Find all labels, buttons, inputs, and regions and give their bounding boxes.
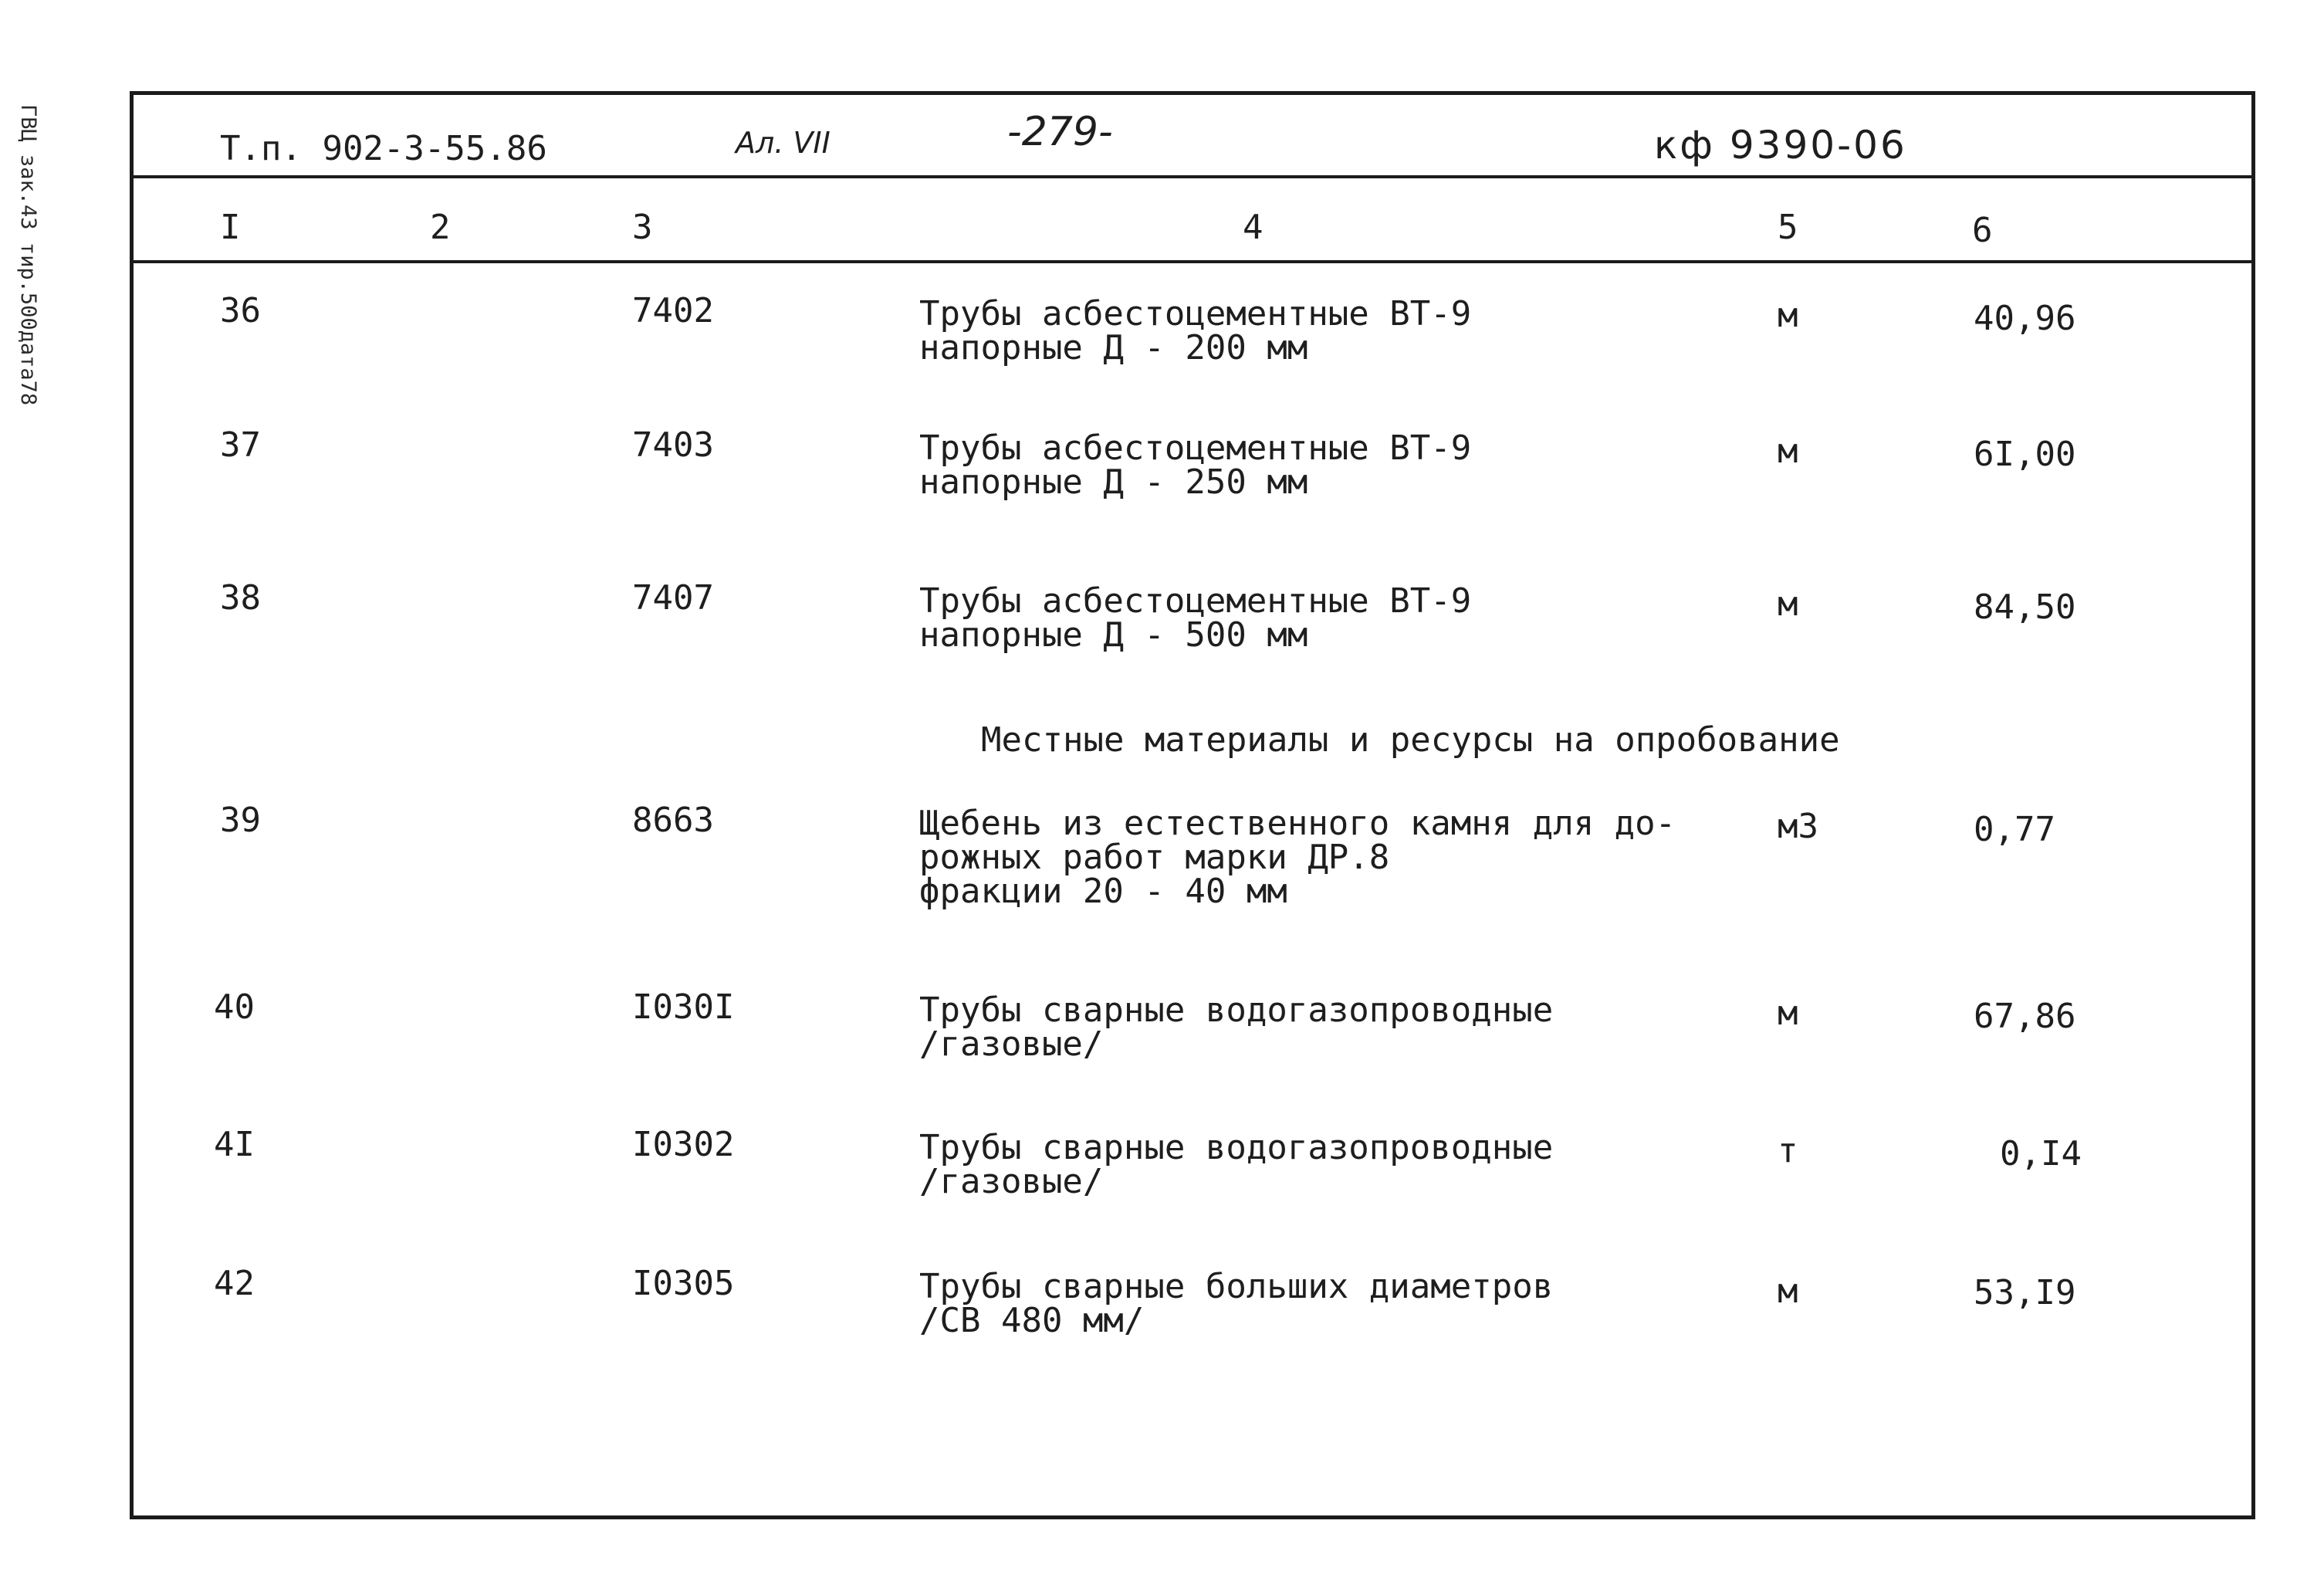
row-number: 37	[220, 425, 261, 465]
resource-code: 8663	[632, 801, 714, 840]
quantity: 6I,00	[1974, 435, 2076, 474]
side-stamp: ГВЦ зак.43 тир.500дата78	[16, 104, 40, 406]
quantity: 67,86	[1974, 997, 2076, 1036]
item-description: Трубы асбестоцементные ВТ-9 напорные Д - 200 мм	[919, 294, 1472, 367]
column-numbers-divider	[130, 260, 2251, 263]
table-frame	[130, 91, 2255, 1519]
item-description: Трубы сварные водогазопроводные /газовые/	[919, 991, 1554, 1064]
unit: м	[1778, 296, 1798, 335]
unit: т	[1778, 1131, 1798, 1170]
resource-code: I0305	[632, 1264, 735, 1303]
column-number-2: 2	[430, 208, 451, 247]
item-description: Щебень из естественного камня для до- рожных работ марки ДР.8 фракции 20 - 40 мм	[919, 804, 1676, 911]
album-number: Ал. VII	[736, 126, 830, 160]
resource-code: 7403	[632, 425, 714, 465]
row-number: 39	[220, 801, 261, 840]
resource-code: 7407	[632, 578, 714, 618]
item-description: Трубы асбестоцементные ВТ-9 напорные Д - 500 мм	[919, 581, 1472, 655]
column-number-4: 4	[1243, 208, 1263, 247]
item-description: Трубы асбестоцементные ВТ-9 напорные Д - 250 мм	[919, 428, 1472, 502]
row-number: 4I	[214, 1125, 255, 1164]
quantity: 53,I9	[1974, 1273, 2076, 1312]
section-heading: Местные материалы и ресурсы на опробование	[981, 720, 1840, 760]
resource-code: I030I	[632, 987, 735, 1027]
project-designation: Т.п. 902-3-55.86	[220, 129, 547, 168]
quantity: 0,77	[1974, 810, 2055, 849]
unit: м3	[1778, 807, 1818, 846]
column-number-3: 3	[632, 208, 653, 247]
unit: м	[1778, 584, 1798, 624]
page-number: -279-	[1007, 109, 1113, 155]
row-number: 42	[214, 1264, 255, 1303]
header-divider	[134, 175, 2251, 178]
column-number-1: I	[220, 208, 241, 247]
item-description: Трубы сварные больших диаметров /СВ 480 мм/	[919, 1267, 1554, 1340]
quantity: 0,I4	[2000, 1134, 2082, 1173]
column-number-6: 6	[1972, 211, 1993, 250]
column-number-5: 5	[1778, 208, 1798, 247]
row-number: 38	[220, 578, 261, 618]
quantity: 40,96	[1974, 299, 2076, 338]
document-code: кф 9390-06	[1654, 123, 1907, 168]
quantity: 84,50	[1974, 588, 2076, 627]
row-number: 40	[214, 987, 255, 1027]
unit: м	[1778, 994, 1798, 1033]
unit: м	[1778, 1272, 1798, 1311]
resource-code: I0302	[632, 1125, 735, 1164]
resource-code: 7402	[632, 291, 714, 330]
row-number: 36	[220, 291, 261, 330]
item-description: Трубы сварные водогазопроводные /газовые/	[919, 1128, 1554, 1201]
unit: м	[1778, 432, 1798, 471]
